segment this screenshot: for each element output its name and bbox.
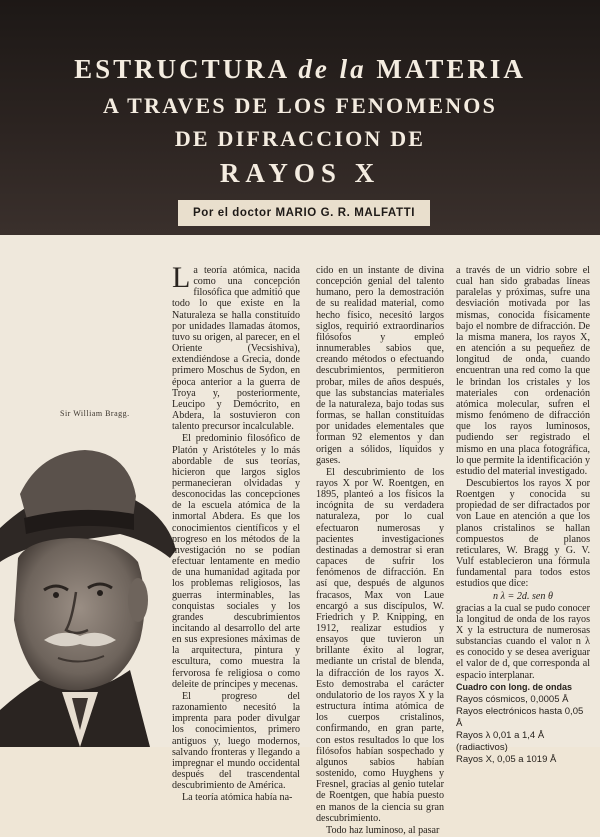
wavelength-table-title: Cuadro con long. de ondas — [456, 681, 573, 692]
dropcap-letter: L — [172, 261, 191, 294]
article-column-2 — [316, 265, 444, 837]
paragraph: La teoría atómica había na- — [182, 792, 293, 804]
paragraph: Descubiertos los rayos X por Roentgen y conocida su propiedad de ser difractados por von Laue en atención a que los planos cristalinos se hallan compuestos de planos reticulares, W. Bragg y G. V. Vulf establecieron una fórmula fundamental para todos estos estudios que dice: — [456, 477, 590, 590]
title-line-2: A TRAVES DE LOS FENOMENOS — [102, 93, 498, 118]
title-line-4: RAYOS X — [219, 158, 381, 188]
title-line-3: DE DIFRACCION DE — [174, 126, 426, 151]
paragraph: Todo haz luminoso, al pasar — [326, 824, 440, 836]
portrait-photo — [0, 430, 170, 747]
article-column-1 — [172, 261, 300, 805]
paragraph: a través de un vidrio sobre el cual han sido grabadas líneas paralelas y próximas, sufre una desviación motivada por las mismas, conocida físicamente bajo el nombre de difracción. De la misma manera, los rayos X, en atención a su pequeñez de longitud de onda, cuando encuentran una red como la que le brindan los cristales y los materiales con ordenación atómica molecular, sufren el mismo fenómeno de difracción que los rayos luminosos, pudiendo ser registrado el mismo en una placa fotográfica, lo que permite la identificación y estudio del material investigado. — [456, 265, 590, 477]
paragraph: El progreso del razonamiento necesitó la imprenta para poder divulgar los conocimientos, primero antiguos y, luego modernos, salvando fronteras y llegando a impregnar el mundo occidental después del trascendental descubrimiento de América. — [172, 690, 300, 792]
photo-caption: Sir William Bragg. — [60, 409, 130, 418]
paragraph: El descubrimiento de los rayos X por W. Roentgen, en 1895, planteó a los físicos la incógnita de su verdadera naturaleza, por lo cual efectuaron numerosas y pacientes investigaciones destinadas a demostrar si eran capaces de sufrir los fenómenos de difracción. En así que, después de algunos fracasos, Max von Laue encargó a sus discípulos, W. Friedrich y P. Knipping, en 1912, realizar estudios y ensayos que tuvieron un brillante éxito al lograr, mediante un cristal de blenda, la difracción de los rayos X. Esto demostraba el carácter ondulatorio de los rayos X y la estructura íntima atómica de los cuerpos cristalinos, confirmando, en gran parte, con estos resultados lo que los filósofos habían sospechado y algunos sabios habían sostenido, como Huyghens y Fresnel, gracias al genio tutelar de Roentgen, que había puesto en manos de la ciencia su gran descubrimiento. — [316, 466, 444, 824]
wavelength-table-row: Rayos electrónicos hasta 0,05 Å — [456, 706, 584, 729]
wavelength-table-row: Rayos cósmicos, 0,0005 Å — [456, 693, 569, 705]
wavelength-table-row: Rayos λ 0,01 a 1,4 Å (radiactivos) — [456, 730, 545, 753]
header-banner — [0, 0, 600, 235]
paragraph: gracias a la cual se pudo conocer la longitud de onda de los rayos X y la estructura de numerosas substancias cuando el valor n λ es conocido y se desea averiguar el valor de d, que corresponda al espacio interplanar. — [456, 602, 590, 681]
article-column-3 — [456, 265, 590, 767]
paragraph: a teoría atómica, nacida como una concepción filosófica que admitió que todo lo que existe en la Naturaleza se halla constituído por unidades llamadas átomos, tuvo su origen, al parecer, en el Oriente (Vecsishiva), extendiéndose a Grecia, donde primero Moschus de Sydon, en época anterior a la guerra de Troya y, posteriormente, Leucipo y Demócrito, en Abdera, la sostuvieron con talento precursor incalculable. — [172, 265, 300, 433]
author-byline: Por el doctor MARIO G. R. MALFATTI — [178, 200, 430, 226]
title-line-1: ESTRUCTURA de la MATERIA — [74, 54, 526, 84]
paragraph: El predominio filosófico de Platón y Aristóteles y lo más abordable de sus teorías, hicieron que largos siglos permanecieran olvidadas y desconocidas las concepciones de la escuela atómica de la inmortal Abdera. Es que los conocimientos científicos y el progreso en los métodos de la investigación no se podían efectuar lentamente en medio de una humanidad agitada por los problemas religiosos, las guerras interminables, las conquistas sociales y los grandes descubrimientos incitando al desarrollo del arte en sus expresiones máximas de la arquitectura, pintura y escultura, como muestra la fervorosa fe religiosa o como deleite de príncipes y mecenas. — [172, 433, 300, 690]
paragraph: cido en un instante de divina concepción genial del talento humano, pero la demostración de su realidad material, como hecho físico, necesitó largos siglos, requirió extraordinarios filósofos y empleó innumerables sabios que, creando métodos o efectuando descubrimientos, permitieron probar, miles de años después, que las substancias materiales de la naturaleza, bajo todas sus formas, se hallan constituídas por unidades elementales que forman 92 elementos y dan origen a sólidos, líquidos y gases. — [316, 265, 444, 466]
bragg-formula: n λ = 2d. sen θ — [493, 590, 553, 602]
wavelength-table-row: Rayos X, 0,05 a 1019 Å — [456, 754, 557, 766]
